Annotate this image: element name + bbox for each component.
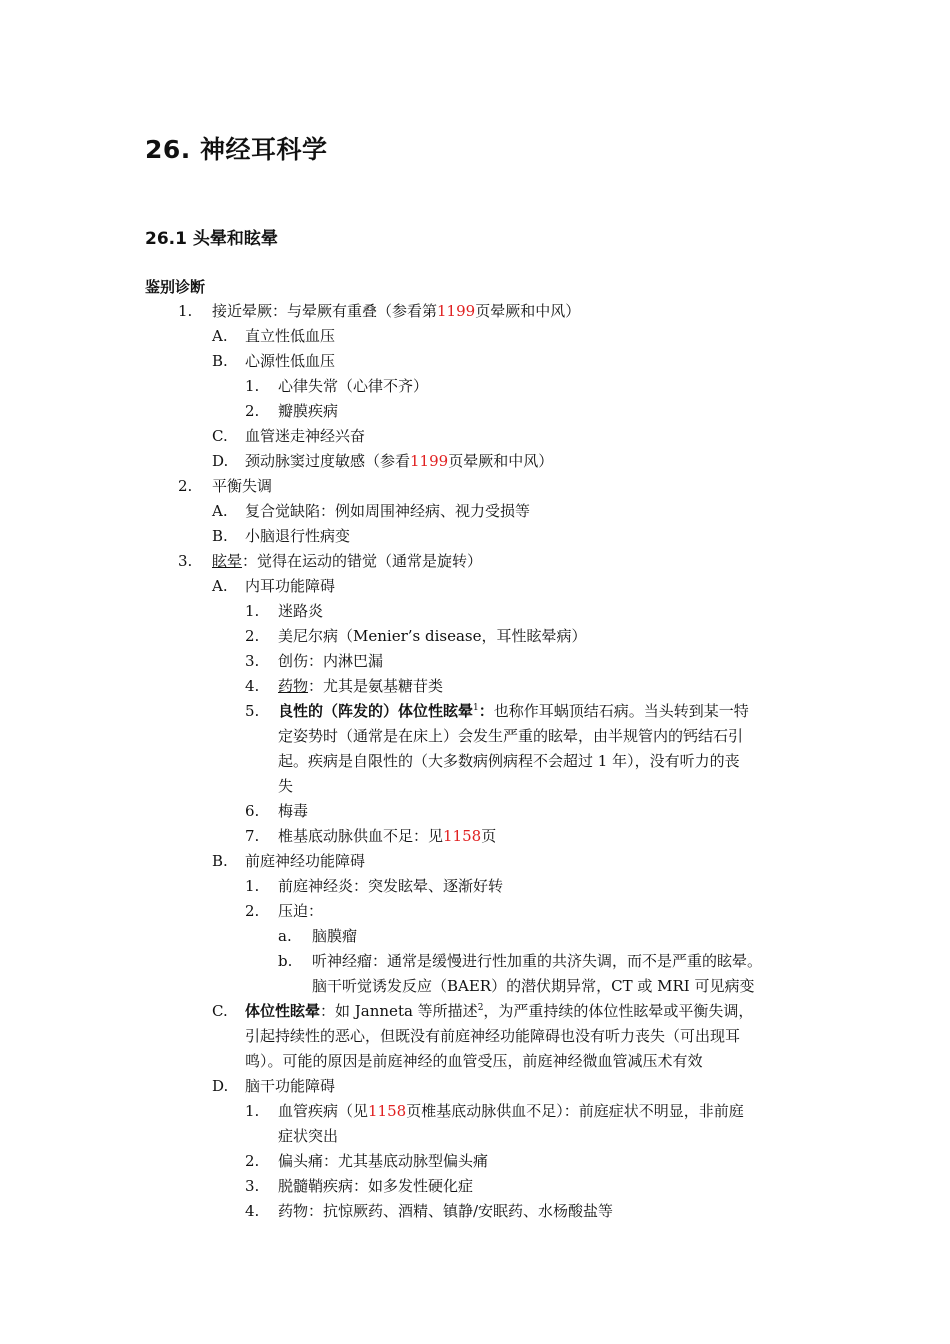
- list-item-continuation: [0, 749, 950, 774]
- list-item: [0, 899, 950, 924]
- list-text: [245, 449, 553, 474]
- list-text: 定姿势时（通常是在床上）会发生严重的眩晕，由半规管内的钙结石引: [278, 727, 744, 745]
- list-text: 心源性低血压: [245, 352, 336, 370]
- text-segment: 也称作耳蜗顶结石病。当头转到某一特: [493, 702, 749, 720]
- list-item: [0, 399, 950, 424]
- list-item: [0, 349, 950, 374]
- list-text: [278, 1099, 744, 1124]
- list-number: b.: [278, 952, 293, 970]
- list-number: C.: [212, 1002, 228, 1020]
- list-item: [0, 299, 950, 324]
- list-text: [278, 824, 496, 849]
- list-text: 症状突出: [278, 1127, 339, 1145]
- list-text: 平衡失调: [212, 477, 273, 495]
- list-text: 起。疾病是自限性的（大多数病例病程不会超过 1 年），没有听力的丧: [278, 752, 740, 770]
- list-text: 药物：抗惊厥药、酒精、镇静/安眠药、水杨酸盐等: [278, 1202, 614, 1220]
- list-text: 鸣）。可能的原因是前庭神经的血管受压，前庭神经微血管减压术有效: [245, 1052, 703, 1070]
- page-reference-link[interactable]: 1158: [443, 827, 482, 845]
- list-text: 脑膜瘤: [312, 927, 358, 945]
- list-item: [0, 949, 950, 974]
- list-number: B.: [212, 352, 228, 370]
- list-item: [0, 1074, 950, 1099]
- list-text: 复合觉缺陷：例如周围神经病、视力受损等: [245, 502, 531, 520]
- list-item: [0, 849, 950, 874]
- footnote-marker: 2: [477, 1003, 484, 1013]
- list-text: 脱髓鞘疾病：如多发性硬化症: [278, 1177, 474, 1195]
- list-text: 直立性低血压: [245, 327, 336, 345]
- list-item: [0, 524, 950, 549]
- list-item: [0, 874, 950, 899]
- list-item: [0, 799, 950, 824]
- list-text: 梅毒: [278, 802, 309, 820]
- list-item-continuation: [0, 1124, 950, 1149]
- list-item: [0, 824, 950, 849]
- list-text: [212, 549, 482, 574]
- list-item: [0, 499, 950, 524]
- list-item: [0, 449, 950, 474]
- list-text: [278, 674, 443, 699]
- list-number: 1.: [245, 377, 260, 395]
- list-number: 3.: [178, 552, 193, 570]
- page-reference-link[interactable]: 1158: [368, 1102, 407, 1120]
- page-reference-link[interactable]: 1199: [437, 302, 476, 320]
- list-text: 听神经瘤：通常是缓慢进行性加重的共济失调，而不是严重的眩晕。: [312, 952, 763, 970]
- list-item-continuation: [0, 774, 950, 799]
- text-segment: 颈动脉窦过度敏感（参看: [245, 452, 411, 470]
- list-number: 3.: [245, 652, 260, 670]
- list-text: [245, 999, 753, 1024]
- list-item: [0, 1199, 950, 1224]
- section-title: 26.1 头晕和眩晕: [145, 229, 278, 249]
- list-number: 4.: [245, 677, 260, 695]
- list-number: 2.: [178, 477, 193, 495]
- differential-diagnosis-list: [0, 299, 950, 1224]
- list-text: 前庭神经炎：突发眩晕、逐渐好转: [278, 877, 504, 895]
- list-item-continuation: [0, 974, 950, 999]
- text-segment: ：觉得在运动的错觉（通常是旋转）: [242, 552, 483, 570]
- list-number: a.: [278, 927, 292, 945]
- list-text: 脑干功能障碍: [245, 1077, 336, 1095]
- list-item: [0, 474, 950, 499]
- page-reference-link[interactable]: 1199: [410, 452, 449, 470]
- bold-term: 良性的（阵发的）体位性眩晕: [278, 702, 474, 720]
- list-text: 引起持续性的恶心，但既没有前庭神经功能障碍也没有听力丧失（可出现耳: [245, 1027, 741, 1045]
- list-item: [0, 599, 950, 624]
- list-text: [278, 699, 749, 724]
- list-number: A.: [212, 327, 228, 345]
- list-text: 脑干听觉诱发反应（BAER）的潜伏期异常，CT 或 MRI 可见病变: [312, 977, 755, 995]
- list-number: 1.: [178, 302, 193, 320]
- list-text: 内耳功能障碍: [245, 577, 336, 595]
- list-item: [0, 649, 950, 674]
- list-number: 2.: [245, 402, 260, 420]
- list-number: 2.: [245, 627, 260, 645]
- bold-term: 体位性眩晕: [245, 1002, 321, 1020]
- text-segment: 页晕厥和中风）: [448, 452, 554, 470]
- list-item: [0, 1099, 950, 1124]
- text-segment: ：如 Janneta 等所描述: [320, 1002, 478, 1020]
- list-item: [0, 1149, 950, 1174]
- list-number: 1.: [245, 602, 260, 620]
- list-item-continuation: [0, 1024, 950, 1049]
- footnote-marker: 1: [473, 703, 479, 713]
- list-text: 迷路炎: [278, 602, 324, 620]
- list-item: [0, 374, 950, 399]
- text-segment: 页椎基底动脉供血不足）：前庭症状不明显，非前庭: [406, 1102, 744, 1120]
- list-item: [0, 424, 950, 449]
- list-text: 创伤：内淋巴漏: [278, 652, 384, 670]
- list-item: [0, 674, 950, 699]
- list-item-continuation: [0, 1049, 950, 1074]
- list-item: [0, 549, 950, 574]
- list-text: 前庭神经功能障碍: [245, 852, 366, 870]
- list-text: 瓣膜疾病: [278, 402, 339, 420]
- list-number: D.: [212, 452, 229, 470]
- list-item: [0, 624, 950, 649]
- list-number: A.: [212, 502, 228, 520]
- underlined-term: 眩晕: [212, 552, 243, 570]
- list-text: 心律失常（心律不齐）: [278, 377, 429, 395]
- list-number: 7.: [245, 827, 260, 845]
- list-number: 5.: [245, 702, 260, 720]
- list-number: D.: [212, 1077, 229, 1095]
- underlined-term: 药物: [278, 677, 309, 695]
- text-segment: ，为严重持续的体位性眩晕或平衡失调，: [483, 1002, 754, 1020]
- list-item: [0, 1174, 950, 1199]
- list-item: [0, 924, 950, 949]
- list-text: 小脑退行性病变: [245, 527, 351, 545]
- list-text: 压迫：: [278, 902, 324, 920]
- list-number: 2.: [245, 1152, 260, 1170]
- list-text: 偏头痛：尤其基底动脉型偏头痛: [278, 1152, 489, 1170]
- text-segment: 页晕厥和中风）: [475, 302, 581, 320]
- list-number: C.: [212, 427, 228, 445]
- text-segment: 页: [481, 827, 497, 845]
- list-number: 3.: [245, 1177, 260, 1195]
- list-number: B.: [212, 852, 228, 870]
- list-number: B.: [212, 527, 228, 545]
- list-number: A.: [212, 577, 228, 595]
- list-text: 美尼尔病（Menier’s disease，耳性眩晕病）: [278, 627, 587, 645]
- list-number: 2.: [245, 902, 260, 920]
- chapter-title: 26. 神经耳科学: [145, 135, 328, 164]
- list-text: 失: [278, 777, 294, 795]
- list-item-continuation: [0, 724, 950, 749]
- list-number: 4.: [245, 1202, 260, 1220]
- list-number: 1.: [245, 877, 260, 895]
- list-item: [0, 324, 950, 349]
- list-text: 血管迷走神经兴奋: [245, 427, 366, 445]
- subsection-title: 鉴别诊断: [145, 278, 206, 296]
- text-segment: ：尤其是氨基糖苷类: [308, 677, 444, 695]
- list-item: [0, 699, 950, 724]
- list-text: [212, 299, 580, 324]
- text-segment: 接近晕厥：与晕厥有重叠（参看第: [212, 302, 438, 320]
- list-item: [0, 999, 950, 1024]
- text-segment: ：: [478, 702, 494, 720]
- list-item: [0, 574, 950, 599]
- list-number: 1.: [245, 1102, 260, 1120]
- list-number: 6.: [245, 802, 260, 820]
- text-segment: 血管疾病（见: [278, 1102, 369, 1120]
- text-segment: 椎基底动脉供血不足：见: [278, 827, 444, 845]
